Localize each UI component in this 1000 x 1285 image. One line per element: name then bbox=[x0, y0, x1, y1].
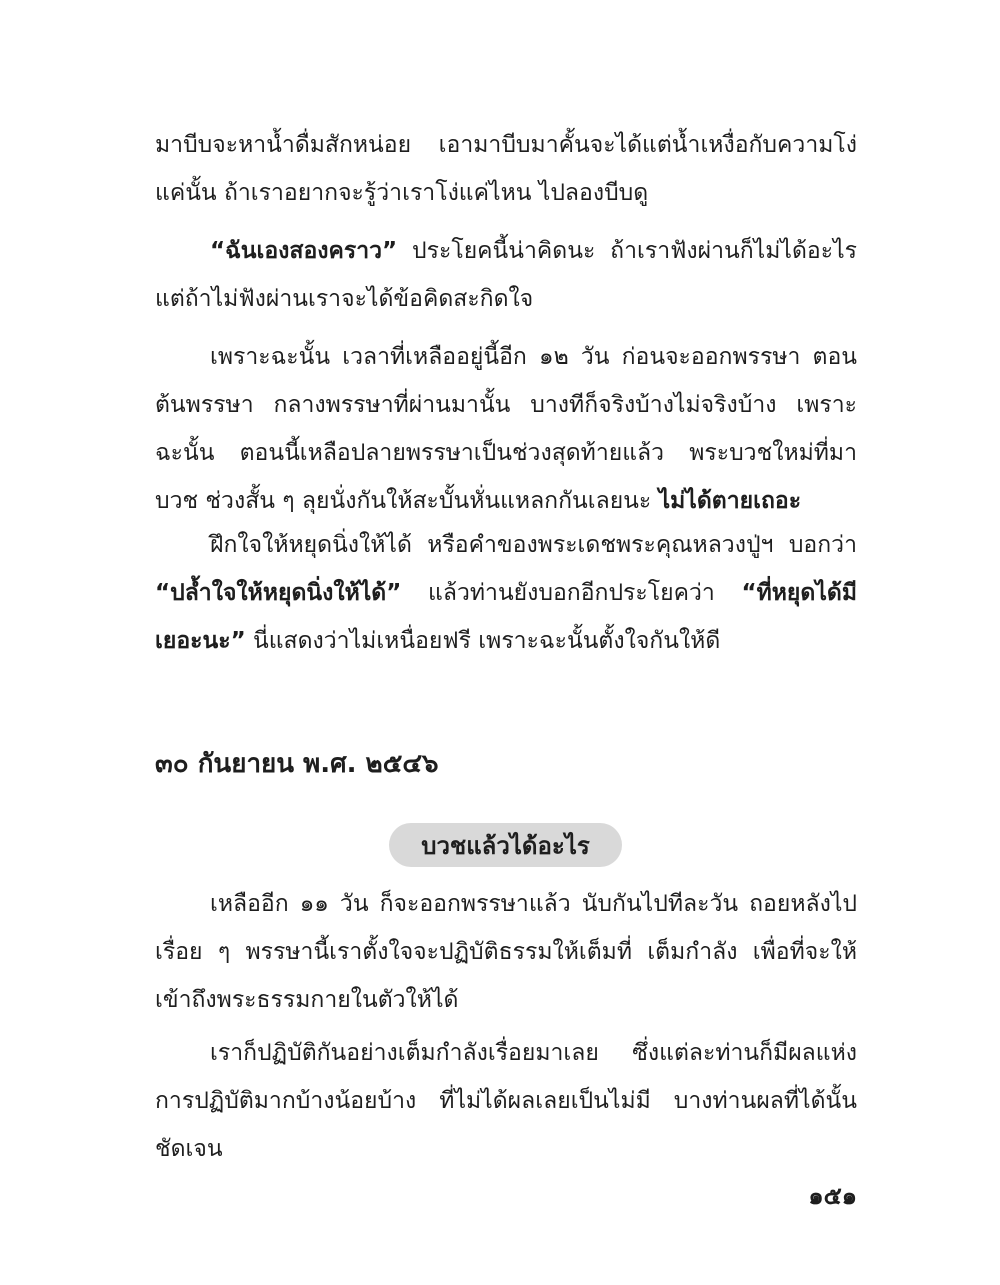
section-title: บวชแล้วได้อะไร bbox=[421, 831, 590, 860]
quote-plam-jai: “ปล้ำใจให้หยุดนิ่งให้ได้” bbox=[155, 580, 402, 606]
quote-chan-eng-song-khrao: “ฉันเองสองคราว” bbox=[210, 238, 398, 264]
paragraph-1 bbox=[155, 121, 857, 217]
paragraph-4-text-c: นี่แสดงว่าไม่เหนื่อยฟรี เพราะฉะนั้นตั้งใจกันให้ดี bbox=[245, 628, 721, 654]
paragraph-6-text: เราก็ปฏิบัติกันอย่างเต็มกำลังเรื่อยมาเลย ซึ่งแต่ละท่านก็มีผลแห่งการปฏิบัติมากบ้างน้อยบ้าง ที่ไม่ได้ผลเลยเป็นไม่มี บางท่านผลที่ได้นั้นชัดเจน bbox=[155, 1040, 857, 1162]
quote-thi-yut-dai: “ที่หยุดได้มีเยอะนะ” bbox=[155, 580, 857, 654]
paragraph-5-text: เหลืออีก ๑๑ วัน ก็จะออกพรรษาแล้ว นับกันไปทีละวัน ถอยหลังไปเรื่อย ๆ พรรษานี้เราตั้งใจจะปฏิบัติธรรมให้เต็มที่ เต็มกำลัง เพื่อที่จะให้เข้าถึงพระธรรมกายในตัวให้ได้ bbox=[155, 891, 857, 1013]
paragraph-2-text: ประโยคนี้น่าคิดนะ ถ้าเราฟังผ่านก็ไม่ได้อะไร แต่ถ้าไม่ฟังผ่านเราจะได้ข้อคิดสะกิดใจ bbox=[155, 238, 857, 312]
paragraph-3-text: เพราะฉะนั้น เวลาที่เหลืออยู่นี้อีก ๑๒ วัน ก่อนจะออกพรรษา ตอนต้นพรรษา กลางพรรษาที่ผ่านมานั้น บางทีก็จริงบ้างไม่จริงบ้าง เพราะฉะนั้น ตอนนี้เหลือปลายพรรษาเป็นช่วงสุดท้ายแล้ว พระบวชใหม่ที่มาบวช ช่วงสั้น ๆ ลุยนั่งกันให้สะบั้นหั่นแหลกกันเลยนะ bbox=[155, 344, 857, 514]
paragraph-3 bbox=[155, 333, 857, 525]
paragraph-4-text-b: แล้วท่านยังบอกอีกประโยคว่า bbox=[401, 580, 742, 606]
section-title-pill bbox=[389, 823, 622, 867]
date-heading: ๓๐ กันยายน พ.ศ. ๒๕๔๖ bbox=[155, 749, 439, 779]
paragraph-5 bbox=[155, 880, 857, 1024]
page-number: ๑๕๑ bbox=[808, 1182, 857, 1210]
bold-phrase-mai-dai-tai: ไม่ได้ตายเถอะ bbox=[658, 488, 802, 514]
paragraph-2 bbox=[155, 227, 857, 323]
paragraph-4 bbox=[155, 521, 857, 665]
paragraph-4-text-a: ฝึกใจให้หยุดนิ่งให้ได้ หรือคำของพระเดชพระคุณหลวงปู่ฯ บอกว่า bbox=[210, 532, 857, 558]
paragraph-1-text: มาบีบจะหาน้ำดื่มสักหน่อย เอามาบีบมาคั้นจะได้แต่น้ำเหงื่อกับความโง่แค่นั้น ถ้าเราอยากจะรู้ว่าเราโง่แค่ไหน ไปลองบีบดู bbox=[155, 132, 857, 206]
paragraph-6 bbox=[155, 1029, 857, 1173]
